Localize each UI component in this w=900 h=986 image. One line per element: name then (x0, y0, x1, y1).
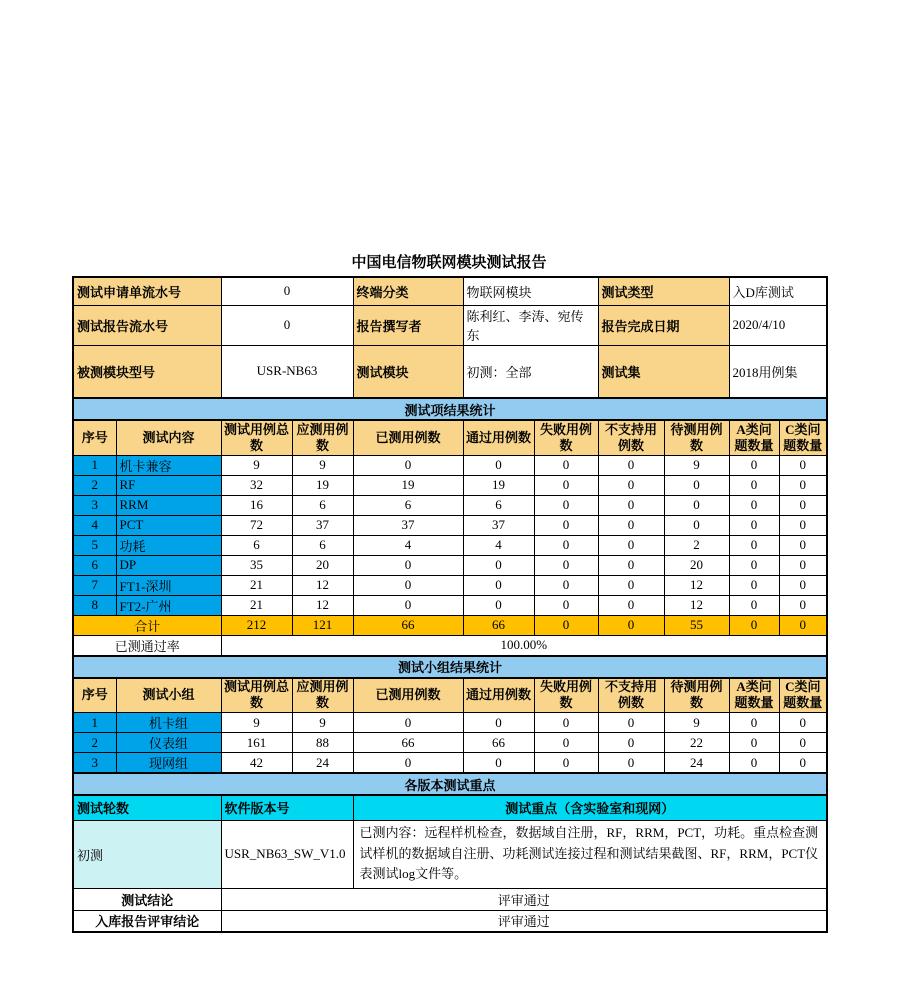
table-header-row (73, 420, 827, 455)
cell-stat: 0 (534, 733, 598, 753)
cell-seq: 2 (73, 733, 116, 753)
cell-stat: 0 (598, 535, 664, 555)
cell-content: 功耗 (116, 535, 221, 555)
cell-stat: 24 (292, 753, 353, 774)
col-header-failed: 失败用例数 (534, 420, 598, 455)
cell-stat: 0 (463, 753, 534, 774)
total-cell: 66 (463, 615, 534, 635)
info-label-finish-date: 报告完成日期 (598, 305, 729, 345)
cell-stat: 24 (664, 753, 729, 774)
cell-stat: 12 (292, 595, 353, 615)
info-value-test-type: 入D库测试 (729, 277, 827, 305)
cell-seq: 3 (73, 753, 116, 774)
info-value-test-module: 初测：全部 (463, 345, 598, 398)
cell-seq: 1 (73, 455, 116, 475)
col-header-total: 测试用例总数 (221, 420, 292, 455)
total-cell: 212 (221, 615, 292, 635)
conclusion-value-archive: 评审通过 (221, 910, 827, 932)
info-row (73, 305, 827, 345)
cell-stat: 20 (292, 555, 353, 575)
cell-stat: 0 (353, 575, 463, 595)
col-header-group: 测试小组 (116, 678, 221, 713)
col-header-pending: 待测用例数 (664, 678, 729, 713)
cell-stat: 42 (221, 753, 292, 774)
cell-group: 现网组 (116, 753, 221, 774)
table-row (73, 535, 827, 555)
info-value-terminal-type: 物联网模块 (463, 277, 598, 305)
col-header-unsupported: 不支持用例数 (598, 678, 664, 713)
col-header-tested: 已测用例数 (353, 678, 463, 713)
cell-seq: 6 (73, 555, 116, 575)
section-title-test-items: 测试项结果统计 (73, 398, 827, 420)
cell-stat: 0 (779, 495, 827, 515)
info-value-author: 陈利红、李涛、宛传东 (463, 305, 598, 345)
table-row (73, 733, 827, 753)
col-header-round: 测试轮数 (73, 795, 221, 820)
cell-stat: 0 (729, 495, 779, 515)
cell-focus: 已测内容：远程样机检查，数据域自注册，RF，RRM，PCT，功耗。重点检查测试样机的数据域自注册、功耗测试连接过程和测试结果截图、RF，RRM，PCT仪表测试log文件等。 (353, 820, 827, 888)
cell-stat: 0 (598, 575, 664, 595)
table-row (73, 555, 827, 575)
cell-seq: 1 (73, 713, 116, 733)
cell-seq: 8 (73, 595, 116, 615)
table-header-row (73, 678, 827, 713)
section-title-version-focus: 各版本测试重点 (73, 773, 827, 795)
cell-stat: 4 (353, 535, 463, 555)
cell-seq: 5 (73, 535, 116, 555)
cell-content: FT1-深圳 (116, 575, 221, 595)
section-header-row (73, 773, 827, 795)
total-cell: 66 (353, 615, 463, 635)
cell-stat: 0 (534, 475, 598, 495)
cell-stat: 35 (221, 555, 292, 575)
info-label-request-no: 测试申请单流水号 (73, 277, 221, 305)
cell-stat: 9 (664, 713, 729, 733)
report-title: 中国电信物联网模块测试报告 (351, 255, 547, 271)
section-title-test-groups: 测试小组结果统计 (73, 656, 827, 678)
cell-stat: 0 (729, 713, 779, 733)
info-value-test-set: 2018用例集 (729, 345, 827, 398)
conclusion-label-test: 测试结论 (73, 888, 221, 910)
table-row (73, 515, 827, 535)
cell-content: DP (116, 555, 221, 575)
cell-version: USR_NB63_SW_V1.0 (221, 820, 353, 888)
cell-stat: 0 (598, 455, 664, 475)
cell-stat: 0 (779, 475, 827, 495)
section-header-row (73, 656, 827, 678)
col-header-c-issues: C类问题数量 (779, 678, 827, 713)
cell-stat: 0 (729, 595, 779, 615)
table-row (73, 475, 827, 495)
cell-stat: 6 (292, 495, 353, 515)
cell-stat: 72 (221, 515, 292, 535)
cell-stat: 0 (534, 495, 598, 515)
cell-group: 机卡组 (116, 713, 221, 733)
cell-stat: 0 (729, 455, 779, 475)
cell-stat: 0 (729, 515, 779, 535)
total-cell: 0 (534, 615, 598, 635)
table-row (73, 753, 827, 774)
cell-seq: 7 (73, 575, 116, 595)
cell-stat: 2 (664, 535, 729, 555)
info-label-test-set: 测试集 (598, 345, 729, 398)
report-document (72, 253, 826, 933)
cell-stat: 0 (729, 753, 779, 774)
pass-rate-value: 100.00% (221, 635, 827, 656)
cell-stat: 161 (221, 733, 292, 753)
cell-stat: 0 (534, 455, 598, 475)
table-row (73, 575, 827, 595)
cell-stat: 0 (534, 713, 598, 733)
cell-stat: 9 (664, 455, 729, 475)
conclusion-row (73, 910, 827, 932)
cell-stat: 0 (779, 595, 827, 615)
cell-stat: 6 (292, 535, 353, 555)
cell-stat: 0 (534, 595, 598, 615)
cell-stat: 66 (353, 733, 463, 753)
cell-content: PCT (116, 515, 221, 535)
info-value-finish-date: 2020/4/10 (729, 305, 827, 345)
cell-stat: 9 (292, 455, 353, 475)
cell-stat: 9 (292, 713, 353, 733)
cell-stat: 0 (598, 495, 664, 515)
total-cell: 0 (729, 615, 779, 635)
cell-stat: 9 (221, 713, 292, 733)
cell-stat: 66 (463, 733, 534, 753)
cell-stat: 0 (779, 535, 827, 555)
pass-rate-label: 已测通过率 (73, 635, 221, 656)
cell-seq: 2 (73, 475, 116, 495)
table-row (73, 455, 827, 475)
cell-seq: 3 (73, 495, 116, 515)
cell-stat: 0 (664, 475, 729, 495)
total-cell: 55 (664, 615, 729, 635)
total-cell: 121 (292, 615, 353, 635)
cell-stat: 0 (598, 713, 664, 733)
cell-stat: 0 (779, 555, 827, 575)
cell-stat: 16 (221, 495, 292, 515)
cell-stat: 0 (779, 455, 827, 475)
cell-stat: 0 (353, 595, 463, 615)
cell-stat: 0 (598, 515, 664, 535)
cell-stat: 0 (779, 713, 827, 733)
info-label-report-no: 测试报告流水号 (73, 305, 221, 345)
cell-stat: 6 (463, 495, 534, 515)
info-label-module-model: 被测模块型号 (73, 345, 221, 398)
cell-stat: 19 (353, 475, 463, 495)
cell-stat: 6 (221, 535, 292, 555)
total-row (73, 615, 827, 635)
col-header-total: 测试用例总数 (221, 678, 292, 713)
table-header-row (73, 795, 827, 820)
cell-stat: 0 (353, 455, 463, 475)
cell-stat: 0 (598, 595, 664, 615)
cell-content: 机卡兼容 (116, 455, 221, 475)
cell-stat: 0 (729, 575, 779, 595)
col-header-should-test: 应测用例数 (292, 420, 353, 455)
col-header-seq: 序号 (73, 678, 116, 713)
cell-stat: 0 (598, 753, 664, 774)
col-header-seq: 序号 (73, 420, 116, 455)
cell-stat: 0 (598, 555, 664, 575)
conclusion-row (73, 888, 827, 910)
cell-stat: 19 (292, 475, 353, 495)
cell-group: 仪表组 (116, 733, 221, 753)
cell-stat: 12 (664, 575, 729, 595)
table-row (73, 595, 827, 615)
cell-seq: 4 (73, 515, 116, 535)
info-value-report-no: 0 (221, 305, 353, 345)
cell-content: RRM (116, 495, 221, 515)
cell-stat: 0 (779, 753, 827, 774)
cell-stat: 0 (534, 753, 598, 774)
total-cell: 0 (779, 615, 827, 635)
cell-stat: 0 (598, 475, 664, 495)
table-row (73, 713, 827, 733)
cell-stat: 20 (664, 555, 729, 575)
cell-stat: 0 (664, 515, 729, 535)
cell-stat: 0 (353, 713, 463, 733)
cell-round: 初测 (73, 820, 221, 888)
cell-stat: 32 (221, 475, 292, 495)
cell-stat: 0 (729, 475, 779, 495)
info-label-test-type: 测试类型 (598, 277, 729, 305)
cell-stat: 21 (221, 595, 292, 615)
col-header-version: 软件版本号 (221, 795, 353, 820)
cell-stat: 37 (292, 515, 353, 535)
cell-stat: 88 (292, 733, 353, 753)
cell-stat: 0 (534, 515, 598, 535)
info-row (73, 345, 827, 398)
col-header-content: 测试内容 (116, 420, 221, 455)
col-header-unsupported: 不支持用例数 (598, 420, 664, 455)
col-header-focus: 测试重点（含实验室和现网） (353, 795, 827, 820)
cell-stat: 0 (463, 595, 534, 615)
col-header-a-issues: A类问题数量 (729, 420, 779, 455)
pass-rate-row (73, 635, 827, 656)
col-header-a-issues: A类问题数量 (729, 678, 779, 713)
cell-stat: 9 (221, 455, 292, 475)
cell-stat: 0 (729, 733, 779, 753)
total-label: 合计 (73, 615, 221, 635)
cell-stat: 21 (221, 575, 292, 595)
cell-content: FT2-广州 (116, 595, 221, 615)
info-label-terminal-type: 终端分类 (353, 277, 463, 305)
report-table (72, 276, 828, 933)
col-header-failed: 失败用例数 (534, 678, 598, 713)
cell-stat: 37 (353, 515, 463, 535)
info-row (73, 277, 827, 305)
info-label-test-module: 测试模块 (353, 345, 463, 398)
cell-stat: 0 (534, 555, 598, 575)
cell-stat: 0 (463, 713, 534, 733)
cell-stat: 0 (598, 733, 664, 753)
cell-stat: 19 (463, 475, 534, 495)
cell-stat: 37 (463, 515, 534, 535)
section-header-row (73, 398, 827, 420)
cell-stat: 0 (353, 555, 463, 575)
cell-stat: 0 (353, 753, 463, 774)
cell-stat: 0 (463, 555, 534, 575)
cell-stat: 0 (779, 515, 827, 535)
cell-stat: 22 (664, 733, 729, 753)
info-value-module-model: USR-NB63 (221, 345, 353, 398)
info-label-author: 报告撰写者 (353, 305, 463, 345)
col-header-tested: 已测用例数 (353, 420, 463, 455)
cell-stat: 0 (779, 733, 827, 753)
col-header-pending: 待测用例数 (664, 420, 729, 455)
col-header-passed: 通过用例数 (463, 678, 534, 713)
cell-stat: 0 (463, 575, 534, 595)
cell-stat: 12 (664, 595, 729, 615)
table-row (73, 820, 827, 888)
cell-stat: 0 (534, 575, 598, 595)
cell-stat: 0 (779, 575, 827, 595)
cell-stat: 0 (729, 535, 779, 555)
cell-stat: 0 (534, 535, 598, 555)
cell-stat: 6 (353, 495, 463, 515)
col-header-should-test: 应测用例数 (292, 678, 353, 713)
total-cell: 0 (598, 615, 664, 635)
conclusion-value-test: 评审通过 (221, 888, 827, 910)
table-row (73, 495, 827, 515)
cell-stat: 4 (463, 535, 534, 555)
cell-stat: 0 (463, 455, 534, 475)
cell-stat: 12 (292, 575, 353, 595)
col-header-c-issues: C类问题数量 (779, 420, 827, 455)
cell-stat: 0 (729, 555, 779, 575)
cell-content: RF (116, 475, 221, 495)
conclusion-label-archive: 入库报告评审结论 (73, 910, 221, 932)
info-value-request-no: 0 (221, 277, 353, 305)
cell-stat: 0 (664, 495, 729, 515)
col-header-passed: 通过用例数 (463, 420, 534, 455)
